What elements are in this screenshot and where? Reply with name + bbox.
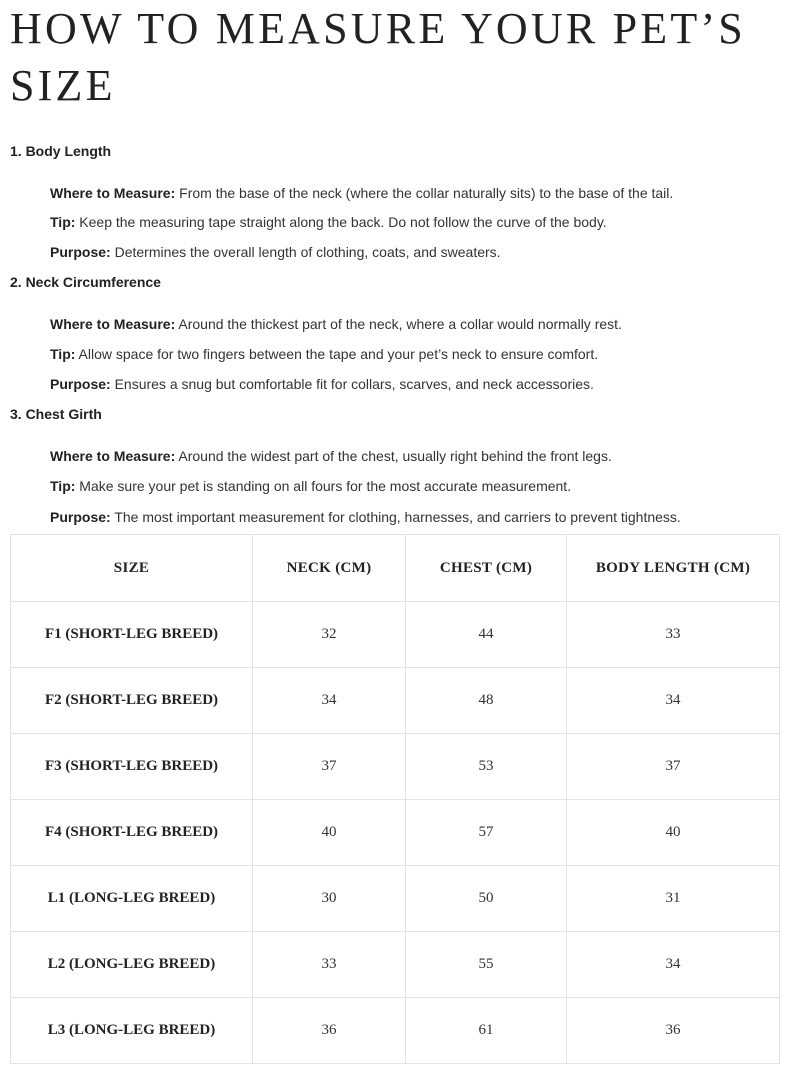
- body-length-cell: 31: [567, 866, 780, 932]
- purpose-text: Ensures a snug but comfortable fit for collars, scarves, and neck accessories.: [114, 376, 594, 392]
- column-header-size: SIZE: [11, 535, 253, 602]
- neck-cell: 30: [253, 866, 406, 932]
- chest-cell: 44: [406, 602, 567, 668]
- where-to-measure-label: Where to Measure:: [50, 185, 176, 201]
- section-heading-neck-circumference: 2. Neck Circumference: [10, 274, 161, 290]
- body-length-cell: 40: [567, 800, 780, 866]
- purpose-label: Purpose:: [50, 376, 111, 392]
- table-row: [11, 734, 780, 800]
- where-to-measure-text: From the base of the neck (where the collar naturally sits) to the base of the tail.: [179, 185, 674, 201]
- section-heading-chest-girth: 3. Chest Girth: [10, 406, 102, 422]
- neck-cell: 40: [253, 800, 406, 866]
- table-row: [11, 866, 780, 932]
- purpose-text: Determines the overall length of clothing, coats, and sweaters.: [114, 244, 501, 260]
- page-title: HOW TO MEASURE YOUR PET’S SIZE: [10, 4, 746, 110]
- size-cell: F4 (SHORT-LEG BREED): [11, 800, 253, 866]
- tip-label: Tip:: [50, 346, 76, 362]
- size-cell: L2 (LONG-LEG BREED): [11, 932, 253, 998]
- column-header-body-length: BODY LENGTH (CM): [567, 535, 780, 602]
- purpose-line: [50, 243, 501, 261]
- table-row: [11, 668, 780, 734]
- where-to-measure-label: Where to Measure:: [50, 316, 176, 332]
- chest-cell: 57: [406, 800, 567, 866]
- neck-cell: 36: [253, 998, 406, 1064]
- tip-label: Tip:: [50, 478, 76, 494]
- body-length-cell: 36: [567, 998, 780, 1064]
- neck-cell: 33: [253, 932, 406, 998]
- chest-cell: 53: [406, 734, 567, 800]
- size-cell: F3 (SHORT-LEG BREED): [11, 734, 253, 800]
- size-cell: F1 (SHORT-LEG BREED): [11, 602, 253, 668]
- neck-cell: 37: [253, 734, 406, 800]
- purpose-label: Purpose:: [50, 509, 111, 525]
- size-chart-table: [10, 534, 780, 1064]
- where-to-measure-line: [50, 184, 673, 202]
- tip-text: Keep the measuring tape straight along the back. Do not follow the curve of the body.: [79, 214, 607, 230]
- tip-line: [50, 345, 598, 363]
- tip-line: [50, 213, 607, 231]
- size-cell: L1 (LONG-LEG BREED): [11, 866, 253, 932]
- where-to-measure-text: Around the thickest part of the neck, where a collar would normally rest.: [178, 316, 622, 332]
- body-length-cell: 37: [567, 734, 780, 800]
- chest-cell: 50: [406, 866, 567, 932]
- chest-cell: 61: [406, 998, 567, 1064]
- tip-text: Make sure your pet is standing on all fours for the most accurate measurement.: [79, 478, 572, 494]
- purpose-label: Purpose:: [50, 244, 111, 260]
- neck-cell: 34: [253, 668, 406, 734]
- column-header-chest: CHEST (CM): [406, 535, 567, 602]
- purpose-line: [50, 508, 681, 526]
- where-to-measure-line: [50, 447, 612, 465]
- table-row: [11, 932, 780, 998]
- section-heading-body-length: 1. Body Length: [10, 143, 112, 159]
- tip-line: [50, 477, 571, 495]
- purpose-text: The most important measurement for clothing, harnesses, and carriers to prevent tightness.: [114, 509, 681, 525]
- body-length-cell: 34: [567, 932, 780, 998]
- tip-label: Tip:: [50, 214, 76, 230]
- tip-text: Allow space for two fingers between the tape and your pet’s neck to ensure comfort.: [78, 346, 599, 362]
- body-length-cell: 33: [567, 602, 780, 668]
- purpose-line: [50, 375, 594, 393]
- chest-cell: 55: [406, 932, 567, 998]
- body-length-cell: 34: [567, 668, 780, 734]
- table-row: [11, 998, 780, 1064]
- where-to-measure-text: Around the widest part of the chest, usually right behind the front legs.: [178, 448, 612, 464]
- size-cell: F2 (SHORT-LEG BREED): [11, 668, 253, 734]
- neck-cell: 32: [253, 602, 406, 668]
- column-header-neck: NECK (CM): [253, 535, 406, 602]
- table-row: [11, 800, 780, 866]
- where-to-measure-label: Where to Measure:: [50, 448, 176, 464]
- chest-cell: 48: [406, 668, 567, 734]
- table-row: [11, 602, 780, 668]
- table-header-row: [11, 535, 780, 602]
- size-cell: L3 (LONG-LEG BREED): [11, 998, 253, 1064]
- where-to-measure-line: [50, 315, 622, 333]
